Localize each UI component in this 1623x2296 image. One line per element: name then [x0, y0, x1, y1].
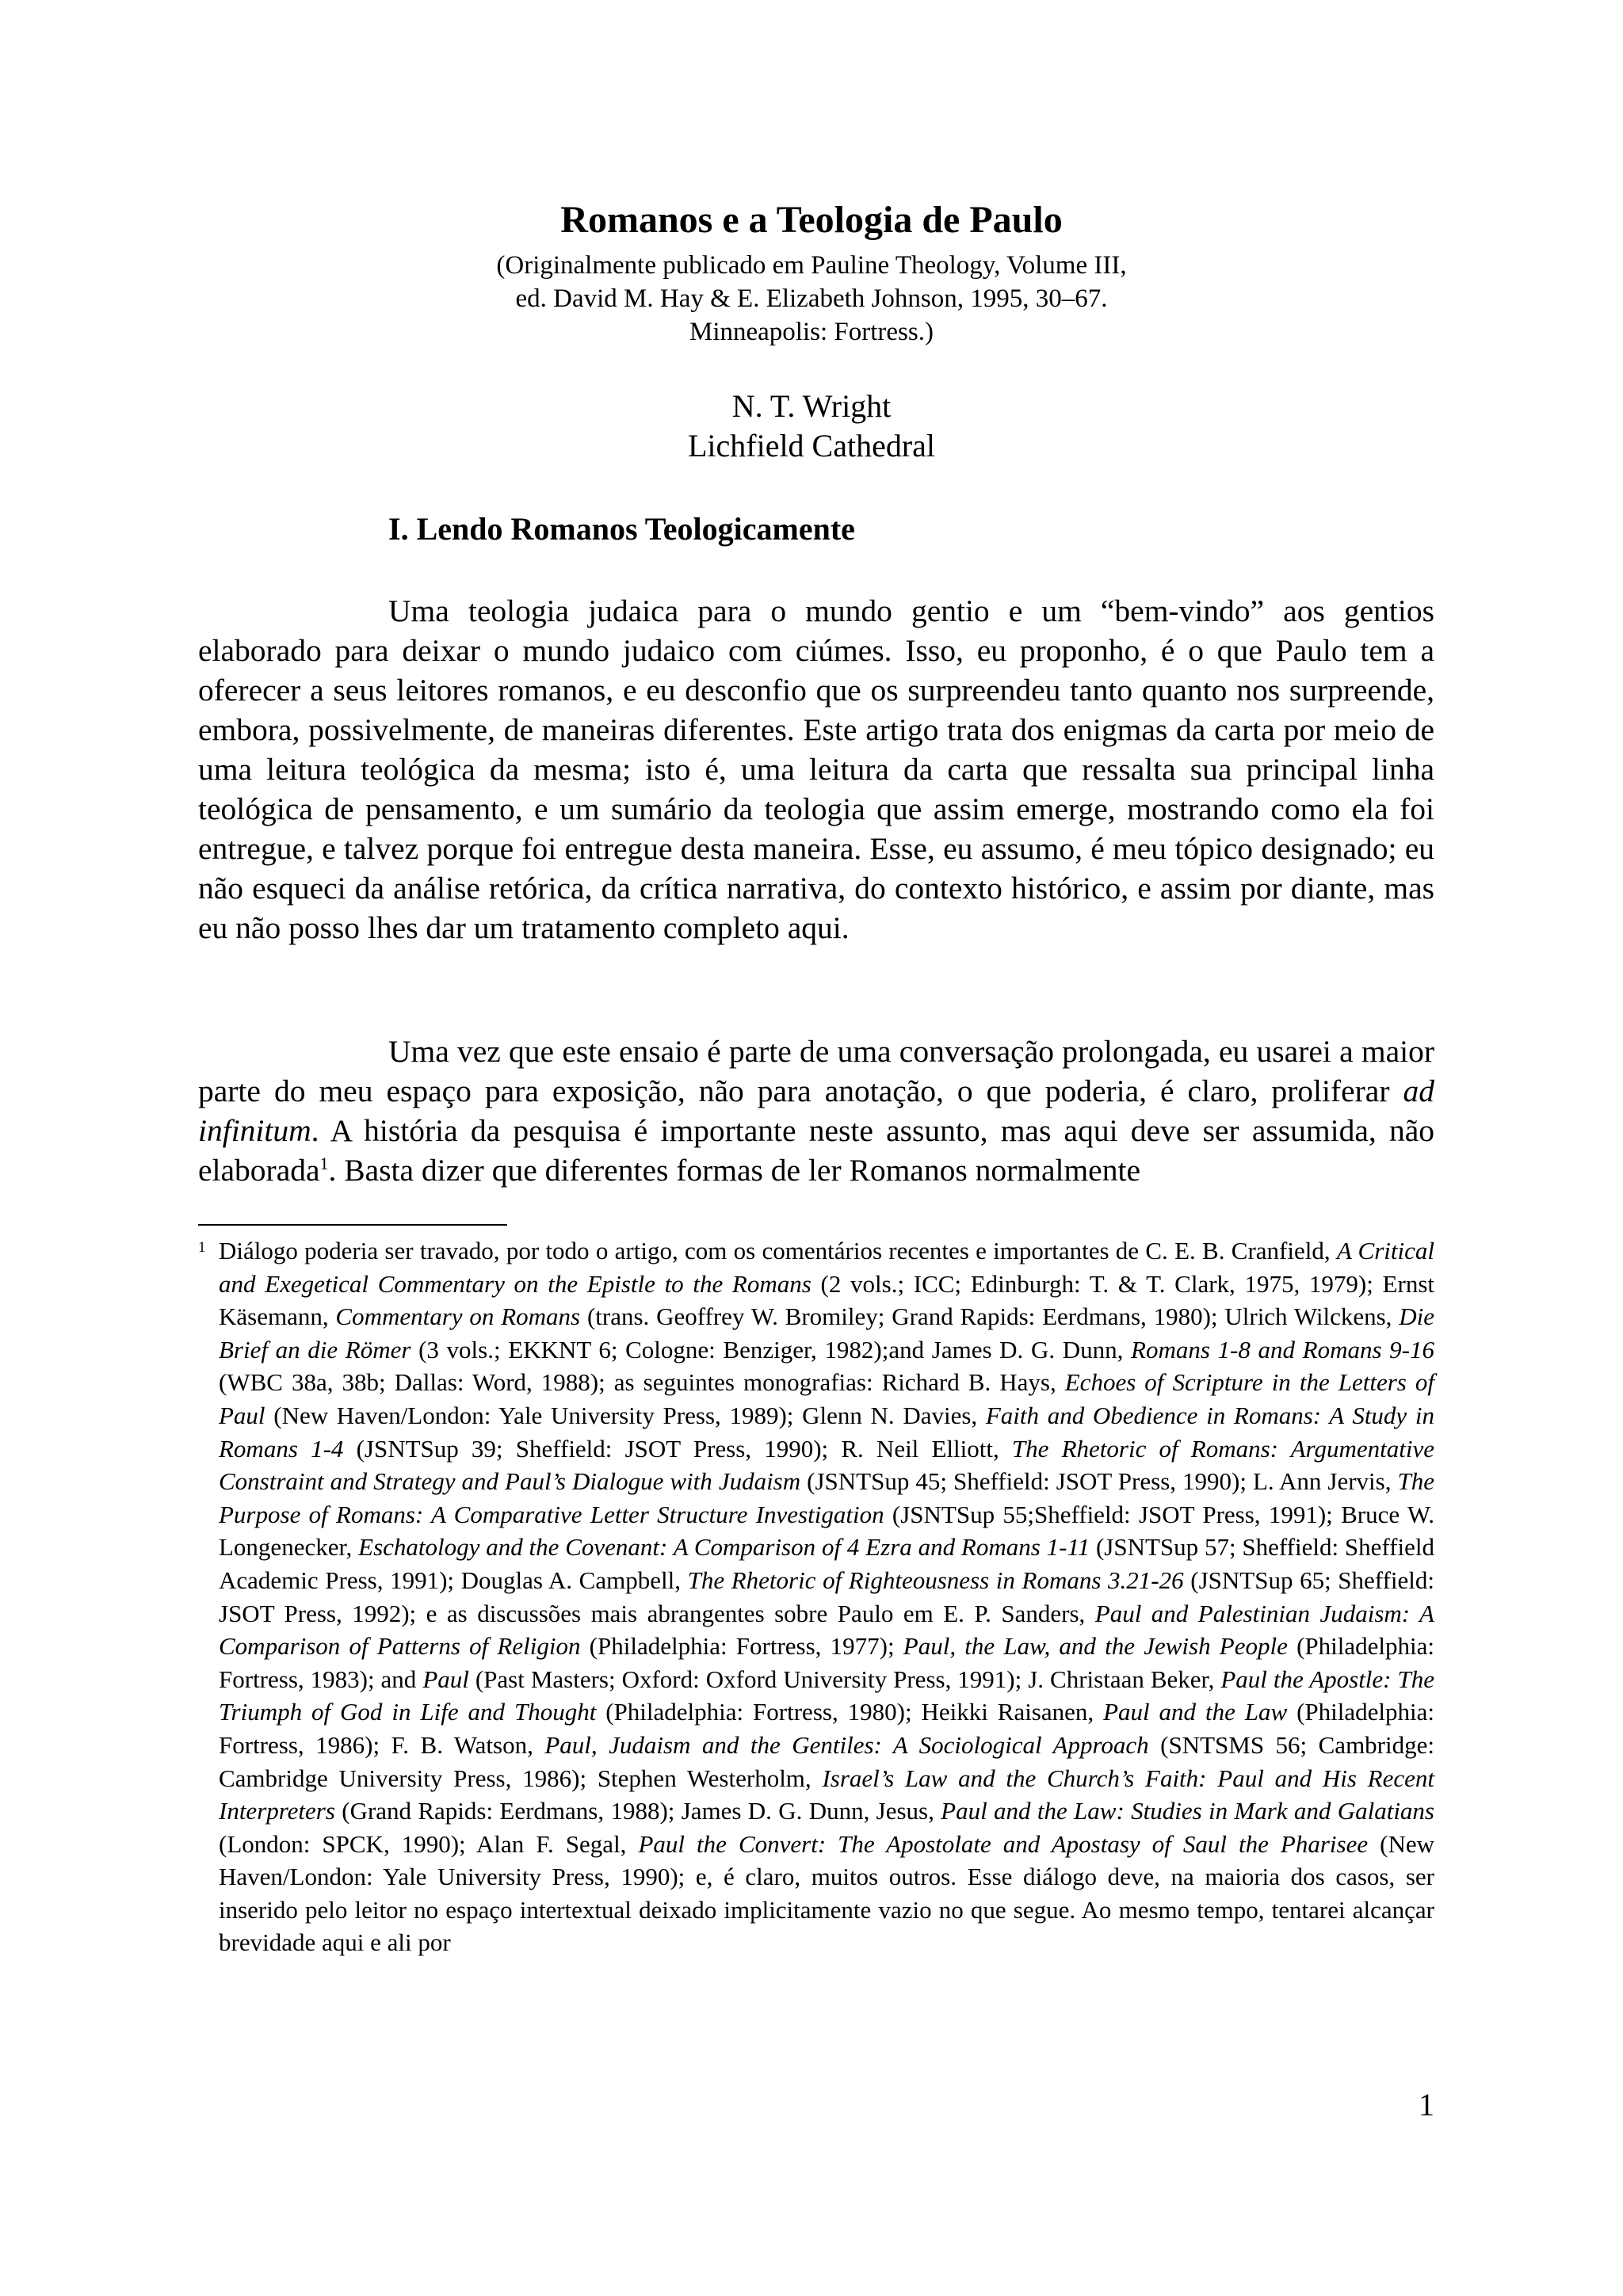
publication-info-line: Minneapolis: Fortress.)	[689, 318, 934, 346]
publication-info	[0, 249, 1623, 349]
citation-title: Commentary on Romans	[335, 1302, 581, 1331]
footnote-text: (Past Masters; Oxford: Oxford University Press, 1991); J. Christaan Beker,	[468, 1665, 1221, 1693]
footnote-text: (Grand Rapids: Eerdmans, 1988); James D. G. Dunn, Jesus,	[334, 1797, 941, 1825]
footnote-text: (trans. Geoffrey W. Bromiley; Grand Rapids: Eerdmans, 1980); Ulrich Wilckens,	[580, 1302, 1400, 1331]
footnote-text: (JSNTSup 57; Sheffield: Sheffield Academic Press, 1991); Douglas A. Campbell,	[219, 1533, 1434, 1594]
citation-title: Paul the Apostle: The Triumph of God in Life and Thought	[219, 1665, 1434, 1726]
citation-title: Paul, Judaism and the Gentiles: A Sociological Approach	[544, 1730, 1149, 1759]
citation-title: Paul the Convert: The Apostolate and Apostasy of Saul the Pharisee	[638, 1829, 1369, 1858]
footnote-text: (JSNTSup 45; Sheffield: JSOT Press, 1990); L. Ann Jervis,	[800, 1467, 1398, 1496]
body-paragraph: Uma teologia judaica para o mundo gentio e um “bem-vindo” aos gentios elaborado para deixar o mundo judaico com ciúmes. Isso, eu proponho, é o que Paulo tem a oferecer a seus leitores romanos, e eu desconfio que os surpreendeu tanto quanto nos surpreende, embora, possivelmente, de maneiras diferentes. Este artigo trata dos enigmas da carta por meio de uma leitura teológica da mesma; isto é, uma leitura da carta que ressalta sua principal linha teológica de pensamento, e um sumário da teologia que assim emerge, mostrando como ela foi entregue, e talvez porque foi entregue desta maneira. Esse, eu assumo, é meu tópico designado; eu não esqueci da análise retórica, da crítica narrativa, do contexto histórico, e assim por diante, mas eu não posso lhes dar um tratamento completo aqui.	[198, 593, 1434, 945]
citation-title: Eschatology and the Covenant: A Comparison of 4 Ezra and Romans 1-11	[358, 1533, 1090, 1562]
citation-title: Romans 1-8 and Romans 9-16	[1131, 1335, 1434, 1363]
page-title: Romanos e a Teologia de Paulo	[560, 199, 1063, 241]
paragraph-text: . Basta dizer que diferentes formas de ler Romanos normalmente	[328, 1153, 1140, 1188]
footnote-text: (2 vols.; ICC; Edinburgh: T. & T. Clark, 1975, 1979); Ernst Käsemann,	[219, 1269, 1434, 1331]
footnote-text: (Philadelphia: Fortress, 1980); Heikki Raisanen,	[596, 1698, 1104, 1726]
citation-title: Paul and the Law	[1103, 1698, 1288, 1726]
footnote-separator	[198, 1224, 507, 1226]
footnote-text: (New Haven/London: Yale University Press, 1990); e, é claro, muitos outros. Esse diálogo deve, na maioria dos casos, ser inserido pelo leitor no espaço intertextual deixado implicitamente vazio no que segue. Ao mesmo tempo, tentarei alcançar brevidade aqui e ali por	[219, 1829, 1434, 1957]
body-paragraph	[198, 1032, 1434, 1190]
footnote-text: (SNTSMS 56; Cambridge: Cambridge University Press, 1986); Stephen Westerholm,	[219, 1730, 1434, 1792]
citation-title: Paul and Palestinian Judaism: A Comparison of Patterns of Religion	[219, 1599, 1434, 1661]
citation-title: The Rhetoric of Romans: Argumentative Constraint and Strategy and Paul’s Dialogue with Judaism	[219, 1434, 1434, 1496]
publication-info-line: ed. David M. Hay & E. Elizabeth Johnson, 1995, 30–67.	[515, 284, 1108, 313]
italic-phrase: ad infinitum	[198, 1074, 1434, 1148]
citation-title: The Purpose of Romans: A Comparative Letter Structure Investigation	[219, 1467, 1434, 1528]
footnote	[198, 1234, 1434, 1959]
footnote-text: (London: SPCK, 1990); Alan F. Segal,	[219, 1829, 639, 1858]
citation-title: Israel’s Law and the Church’s Faith: Paul and His Recent Interpreters	[219, 1764, 1434, 1825]
author-affiliation: Lichfield Cathedral	[687, 428, 936, 463]
citation-title: Paul	[422, 1665, 469, 1693]
citation-title: Paul, the Law, and the Jewish People	[903, 1632, 1288, 1661]
footnote-text: (Philadelphia: Fortress, 1983); and	[219, 1632, 1434, 1693]
publication-info-line: (Originalmente publicado em Pauline Theology, Volume III,	[496, 251, 1127, 280]
citation-title: Die Brief an die Römer	[219, 1302, 1434, 1363]
footnote-text: (Philadelphia: Fortress, 1977);	[580, 1632, 903, 1661]
footnote-marker: 1	[198, 1239, 206, 1256]
page-number: 1	[1419, 2087, 1434, 2122]
footnote-reference[interactable]: 1	[319, 1153, 329, 1173]
footnote-body	[198, 1234, 1434, 1959]
citation-title: Faith and Obedience in Romans: A Study in Romans 1-4	[219, 1401, 1434, 1463]
footnote-text: (JSNTSup 55;Sheffield: JSOT Press, 1991); Bruce W. Longenecker,	[219, 1500, 1434, 1562]
author-name: N. T. Wright	[731, 388, 892, 424]
footnote-text: (WBC 38a, 38b; Dallas: Word, 1988); as seguintes monografias: Richard B. Hays,	[219, 1368, 1065, 1397]
paragraph-text: . A história da pesquisa é importante neste assunto, mas aqui deve ser assumida, não elaborada	[198, 1113, 1434, 1188]
footnote-text: (Philadelphia: Fortress, 1986); F. B. Watson,	[219, 1698, 1435, 1759]
author-block	[0, 387, 1623, 466]
footnote-text: (New Haven/London: Yale University Press, 1989); Glenn N. Davies,	[265, 1401, 986, 1429]
footnote-text: (JSNTSup 39; Sheffield: JSOT Press, 1990); R. Neil Elliott,	[343, 1434, 1012, 1463]
paragraph-text: Uma vez que este ensaio é parte de uma conversação prolongada, eu usarei a maior parte do meu espaço para exposição, não para anotação, o que poderia, é claro, proliferar	[198, 1034, 1434, 1108]
section-heading: I. Lendo Romanos Teologicamente	[388, 511, 855, 547]
footnote-text: (3 vols.; EKKNT 6; Cologne: Benziger, 1982);and James D. G. Dunn,	[411, 1335, 1132, 1363]
citation-title: The Rhetoric of Righteousness in Romans 3.21-26	[687, 1566, 1184, 1594]
footnote-text: (JSNTSup 65; Sheffield: JSOT Press, 1992); e as discussões mais abrangentes sobre Paulo em E. P. Sanders,	[219, 1566, 1434, 1627]
citation-title: A Critical and Exegetical Commentary on the Epistle to the Romans	[219, 1237, 1434, 1298]
footnote-text: Diálogo poderia ser travado, por todo o artigo, com os comentários recentes e importantes de C. E. B. Cranfield,	[219, 1237, 1337, 1264]
citation-title: Paul and the Law: Studies in Mark and Galatians	[941, 1797, 1434, 1825]
citation-title: Echoes of Scripture in the Letters of Paul	[219, 1368, 1434, 1429]
